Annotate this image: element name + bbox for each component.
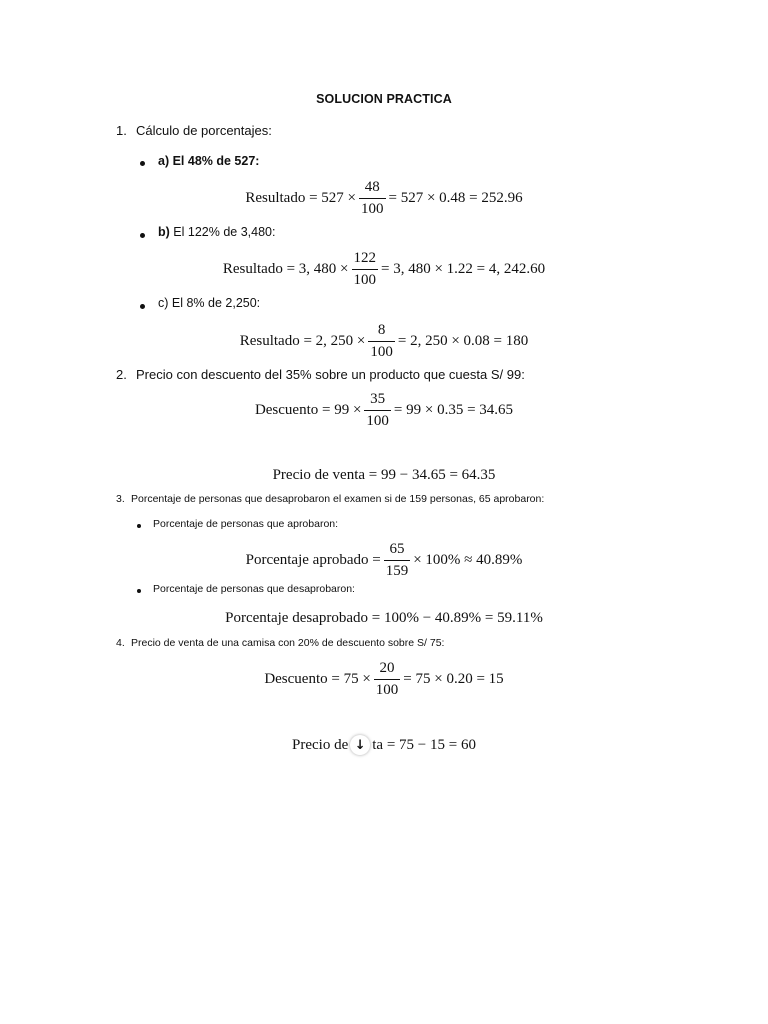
q1b-label-letter: b) bbox=[158, 225, 170, 239]
q3-number: 3. bbox=[116, 493, 125, 505]
q3-desaprobaron-label: Porcentaje de personas que desaprobaron: bbox=[153, 583, 355, 595]
q4-number: 4. bbox=[116, 637, 125, 649]
q2-descuento-formula bbox=[0, 380, 768, 440]
q2-denominator: 100 bbox=[364, 410, 391, 429]
q1b-fraction bbox=[352, 251, 379, 288]
q1c-numerator: 8 bbox=[377, 321, 386, 338]
scroll-down-button[interactable] bbox=[350, 735, 370, 755]
q1b-denominator: 100 bbox=[352, 269, 379, 288]
q1b-rhs: = 3, 480 × 1.22 = 4, 242.60 bbox=[381, 260, 546, 277]
q3-fraction bbox=[384, 542, 411, 579]
q4-descuento-rhs: = 75 × 0.20 = 15 bbox=[403, 670, 504, 687]
q2-descuento-lhs: Descuento = 99 × bbox=[254, 401, 362, 418]
q3-heading bbox=[116, 493, 544, 505]
q1c-lhs: Resultado = 2, 250 × bbox=[239, 332, 366, 349]
bullet-icon bbox=[140, 233, 145, 238]
q1a-formula bbox=[0, 168, 768, 228]
q1a-lhs: Resultado = 527 × bbox=[245, 189, 357, 206]
page-title: SOLUCION PRACTICA bbox=[316, 92, 452, 106]
q3-aprobado-rhs: × 100% ≈ 40.89% bbox=[413, 551, 523, 568]
q2-precio-formula: Precio de venta = 99 − 34.65 = 64.35 bbox=[272, 466, 496, 483]
bullet-icon bbox=[140, 304, 145, 309]
q2-heading-text: Precio con descuento del 35% sobre un producto que cuesta S/ 99: bbox=[136, 367, 525, 382]
arrow-down-icon: ↓ bbox=[354, 737, 366, 753]
bullet-icon bbox=[140, 161, 145, 166]
q4-descuento-formula bbox=[0, 649, 768, 709]
q4-precio-end: ta = 75 − 15 = 60 bbox=[372, 736, 476, 753]
q1c-denominator: 100 bbox=[368, 341, 395, 360]
q2-fraction bbox=[364, 392, 391, 429]
q4-heading-text: Precio de venta de una camisa con 20% de descuento sobre S/ 75: bbox=[131, 637, 445, 649]
q4-descuento-lhs: Descuento = 75 × bbox=[264, 670, 371, 687]
q1-heading bbox=[116, 123, 272, 138]
q1-heading-text: Cálculo de porcentajes: bbox=[136, 123, 272, 138]
q3-aprobaron-label: Porcentaje de personas que aprobaron: bbox=[153, 518, 339, 530]
q1c-rhs: = 2, 250 × 0.08 = 180 bbox=[397, 332, 529, 349]
q4-precio-start: Precio de bbox=[292, 736, 349, 753]
q1b-numerator: 122 bbox=[353, 249, 377, 266]
q3-desaprobado-formula: Porcentaje desaprobado = 100% − 40.89% = 59.11% bbox=[225, 609, 543, 626]
q1c-label: c) El 8% de 2,250: bbox=[158, 296, 261, 310]
q3-denominator: 159 bbox=[384, 560, 411, 579]
q3-aprobado-lhs: Porcentaje aprobado = bbox=[245, 551, 381, 568]
q1c-fraction bbox=[368, 323, 395, 360]
q4-precio-formula bbox=[0, 715, 768, 775]
q2-numerator: 35 bbox=[370, 390, 386, 407]
q1a-numerator: 48 bbox=[364, 178, 380, 195]
q2-descuento-rhs: = 99 × 0.35 = 34.65 bbox=[393, 401, 514, 418]
q1a-fraction bbox=[359, 180, 386, 217]
q4-denominator: 100 bbox=[374, 679, 401, 698]
q4-numerator: 20 bbox=[379, 659, 395, 676]
q2-number: 2. bbox=[116, 367, 127, 382]
q4-fraction bbox=[374, 661, 401, 698]
q1b-formula bbox=[0, 239, 768, 299]
bullet-icon bbox=[137, 524, 141, 528]
q1b-lhs: Resultado = 3, 480 × bbox=[222, 260, 349, 277]
q1a-denominator: 100 bbox=[359, 198, 386, 217]
q1a-rhs: = 527 × 0.48 = 252.96 bbox=[388, 189, 523, 206]
q1b-label bbox=[158, 225, 275, 239]
q3-aprobado-formula bbox=[0, 530, 768, 590]
q1b-label-text: El 122% de 3,480: bbox=[169, 225, 276, 239]
q1-number: 1. bbox=[116, 123, 127, 138]
q1a-label: a) El 48% de 527: bbox=[158, 154, 260, 168]
q1c-formula bbox=[0, 311, 768, 371]
q3-numerator: 65 bbox=[389, 540, 405, 557]
q3-heading-text: Porcentaje de personas que desaprobaron el examen si de 159 personas, 65 aprobaron: bbox=[131, 493, 545, 505]
q4-heading bbox=[116, 637, 444, 649]
